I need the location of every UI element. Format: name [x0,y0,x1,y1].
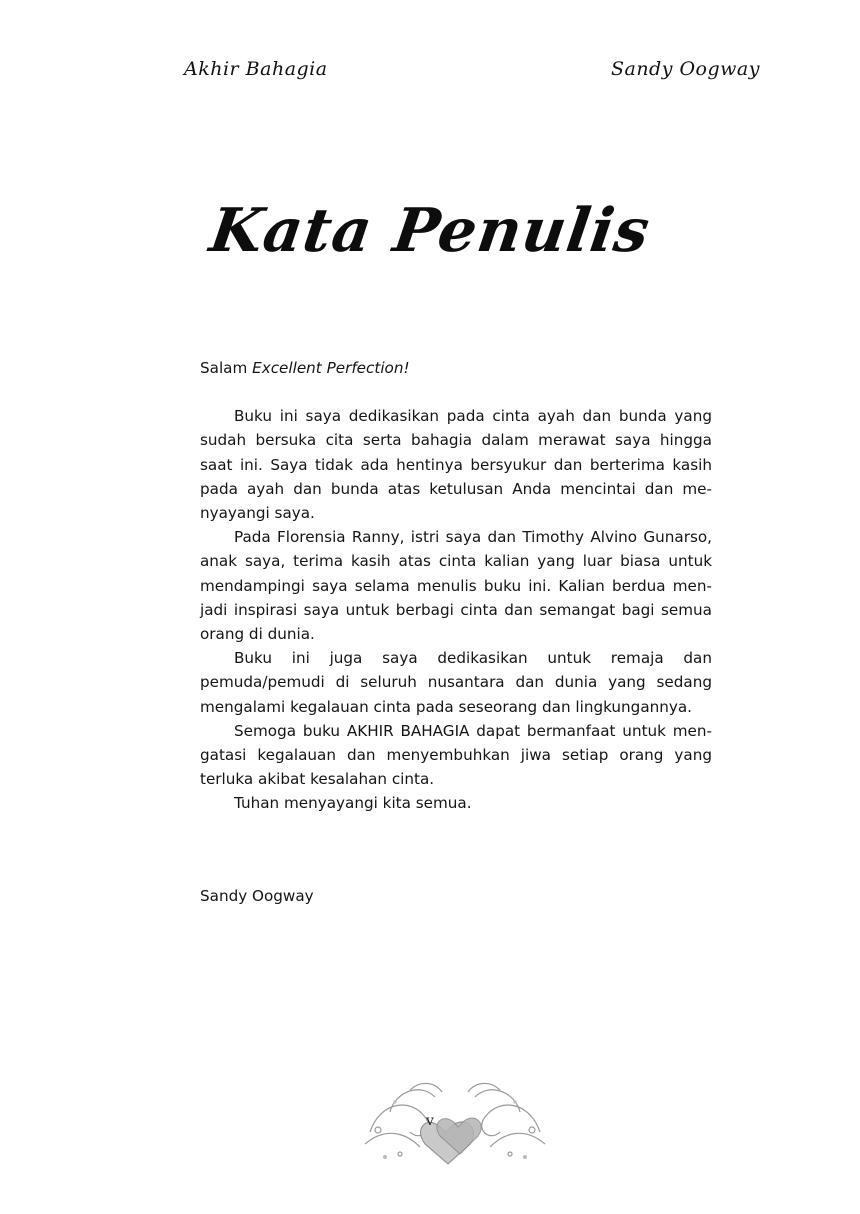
salutation-prefix: Salam [200,359,253,377]
paragraph-dedication-parents: Buku ini saya dedikasikan pada cinta ayah dan bunda yang sudah bersuka cita serta bahagia dalam merawat saya hingga saat ini. Saya tidak ada hentinya bersyukur dan berterima kasih pada ayah dan bunda atas ketulusan Anda mencintai dan menyayangi saya. [200,407,712,523]
salutation-emphasis: Excellent Perfection! [252,359,410,377]
foreword-body [200,356,712,816]
paragraph-dedication-youth: Buku ini juga saya dedikasikan untuk remaja dan pemuda/pemudi di seluruh nusantara dan dunia yang sedang mengalami kegalauan cinta pada seseorang dan lingkungannya. [200,649,712,716]
chapter-title: Kata Penulis [205,196,655,266]
paragraph-dedication-family: Pada Florensia Ranny, istri saya dan Timothy Alvino Gunarso, anak saya, terima kasih atas cinta kalian yang luar biasa untuk mendampingi saya selama menulis buku ini. Kalian berdua menjadi inspirasi saya untuk berbagi cinta dan semangat bagi semua orang di dunia. [200,528,712,644]
page-number: v [426,1113,434,1129]
signature: Sandy Oogway [200,887,314,905]
salutation [200,356,712,380]
running-header-author: Sandy Oogway [610,58,760,80]
paragraph-blessing: Tuhan menyayangi kita semua. [234,794,472,813]
paragraph-hope: Semoga buku AKHIR BAHAGIA dapat bermanfaat untuk mengatasi kegalauan dan menyembuhkan jiwa setiap orang yang terluka akibat kesalahan cinta. [200,721,712,789]
running-header-book-title: Akhir Bahagia [184,58,328,80]
